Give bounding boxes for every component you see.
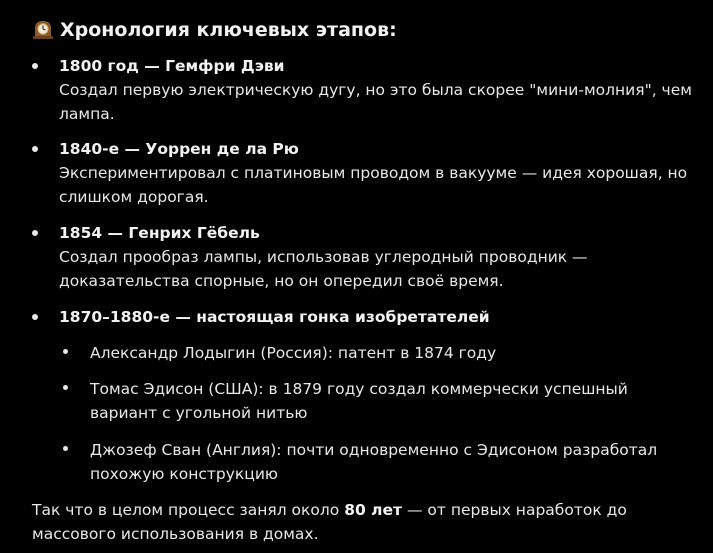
- section-heading: [32, 16, 397, 44]
- mantel-clock-icon: [32, 19, 54, 39]
- timeline-item-title: 1870–1880-е — настоящая гонка изобретателей: [59, 308, 490, 326]
- summary-text: Так что в целом процесс занял около: [32, 501, 345, 519]
- sub-list-item: Джозеф Сван (Англия): почти одновременно с Эдисоном разработал похожую конструкцию: [90, 441, 658, 483]
- sub-bullet: [63, 446, 68, 451]
- timeline-item-description: Экспериментировал с платиновым проводом в вакууме — идея хорошая, но слишком дорогая.: [59, 164, 688, 206]
- sub-list-item: Александр Лодыгин (Россия): патент в 1874 году: [90, 344, 497, 362]
- bullet: [32, 314, 38, 320]
- sub-bullet: [63, 385, 68, 390]
- timeline-item-title: 1800 год — Гемфри Дэви: [59, 57, 285, 75]
- timeline-item-description: Создал первую электрическую дугу, но это была скорее "мини-молния", чем лампа.: [59, 81, 692, 123]
- bullet: [32, 230, 38, 236]
- summary-text: — от первых наработок до массового использования в домах.: [32, 501, 627, 543]
- sub-list-item: Томас Эдисон (США): в 1879 году создал коммерчески успешный вариант с угольной нитью: [90, 380, 628, 422]
- summary-emphasis: 80 лет: [344, 501, 403, 519]
- bullet: [32, 63, 38, 69]
- summary-paragraph: [32, 498, 702, 546]
- timeline-item-description: Создал прообраз лампы, использовав углеродный проводник — доказательства спорные, но он опередил своё время.: [59, 248, 588, 290]
- bullet: [32, 146, 38, 152]
- timeline-item-title: 1840-е — Уоррен де ла Рю: [59, 140, 299, 158]
- section-heading-text: Хронология ключевых этапов:: [60, 19, 397, 41]
- sub-bullet: [63, 349, 68, 354]
- timeline-item-title: 1854 — Генрих Гёбель: [59, 224, 260, 242]
